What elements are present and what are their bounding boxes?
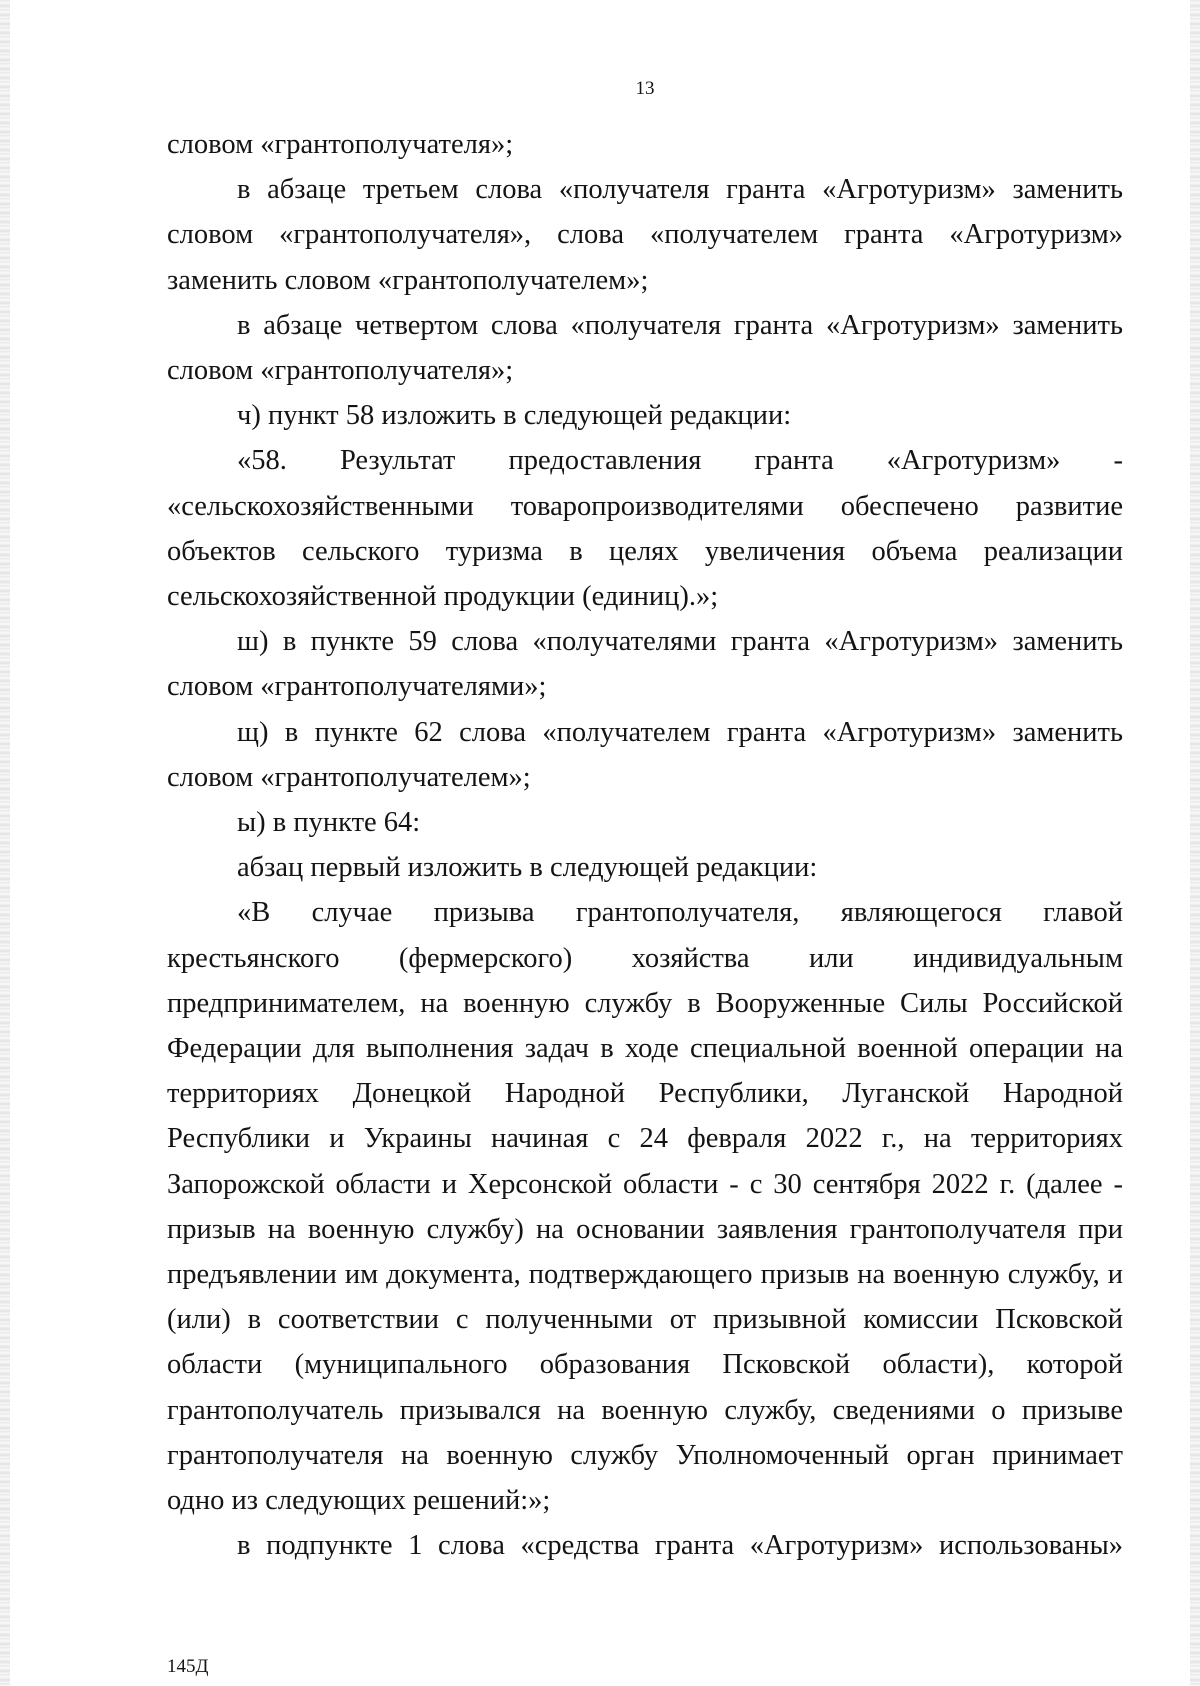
paragraph-11: в подпункте 1 слова «средства гранта «Агротуризм» использованы» bbox=[237, 1530, 1123, 1562]
paragraph-7: щ) в пункте 62 слова «получателем гранта «Агротуризм» заменить словом «грантополучателем»; bbox=[167, 716, 1123, 793]
paragraph-4: ч) пункт 58 изложить в следующей редакции: bbox=[237, 400, 792, 432]
paragraph-8: ы) в пункте 64: bbox=[237, 807, 421, 839]
paragraph-9: абзац первый изложить в следующей редакции: bbox=[237, 852, 818, 884]
document-body bbox=[167, 122, 1123, 1569]
paragraph-10: «В случае призыва грантополучателя, являющегося главой крестьянского (фермерского) хозяйства или индивидуальным предпринимателем, на военную службу в Вооруженные Силы Российской Федерации для выполнения задач в ходе специальной военной операции на территориях Донецкой Народной Республики, Луганской Народной Республики и Украины начиная с 24 февраля 2022 г., на территориях Запорожской области и Херсонской области - с 30 сентября 2022 г. (далее - призыв на военную службу) на основании заявления грантополучателя при предъявлении им документа, подтверждающего призыв на военную службу, и (или) в соответствии с полученными от призывной комиссии Псковской области (муниципального образования Псковской области), которой грантополучатель призывался на военную службу, сведениями о призыве грантополучателя на военную службу Уполномоченный орган принимает одно из следующих решений:»; bbox=[167, 897, 1123, 1517]
document-code: 145Д bbox=[167, 1656, 209, 1677]
paragraph-1: словом «грантополучателя»; bbox=[167, 129, 514, 160]
paragraph-6: ш) в пункте 59 слова «получателями гранта «Агротуризм» заменить словом «грантополучателями»; bbox=[167, 626, 1123, 703]
scan-edge-right bbox=[1190, 0, 1200, 1686]
page-number: 13 bbox=[635, 78, 655, 99]
paragraph-2: в абзаце третьем слова «получателя гранта «Агротуризм» заменить словом «грантополучателя», слова «получателем гранта «Агротуризм» заменить словом «грантополучателем»; bbox=[167, 174, 1123, 296]
scan-edge-left bbox=[0, 0, 10, 1686]
paragraph-5: «58. Результат предоставления гранта «Агротуризм» - «сельскохозяйственными товаропроизводителями обеспечено развитие объектов сельского туризма в целях увеличения объема реализации сельскохозяйственной продукции (единиц).»; bbox=[167, 445, 1123, 613]
paragraph-3: в абзаце четвертом слова «получателя гранта «Агротуризм» заменить словом «грантополучателя»; bbox=[167, 309, 1123, 387]
